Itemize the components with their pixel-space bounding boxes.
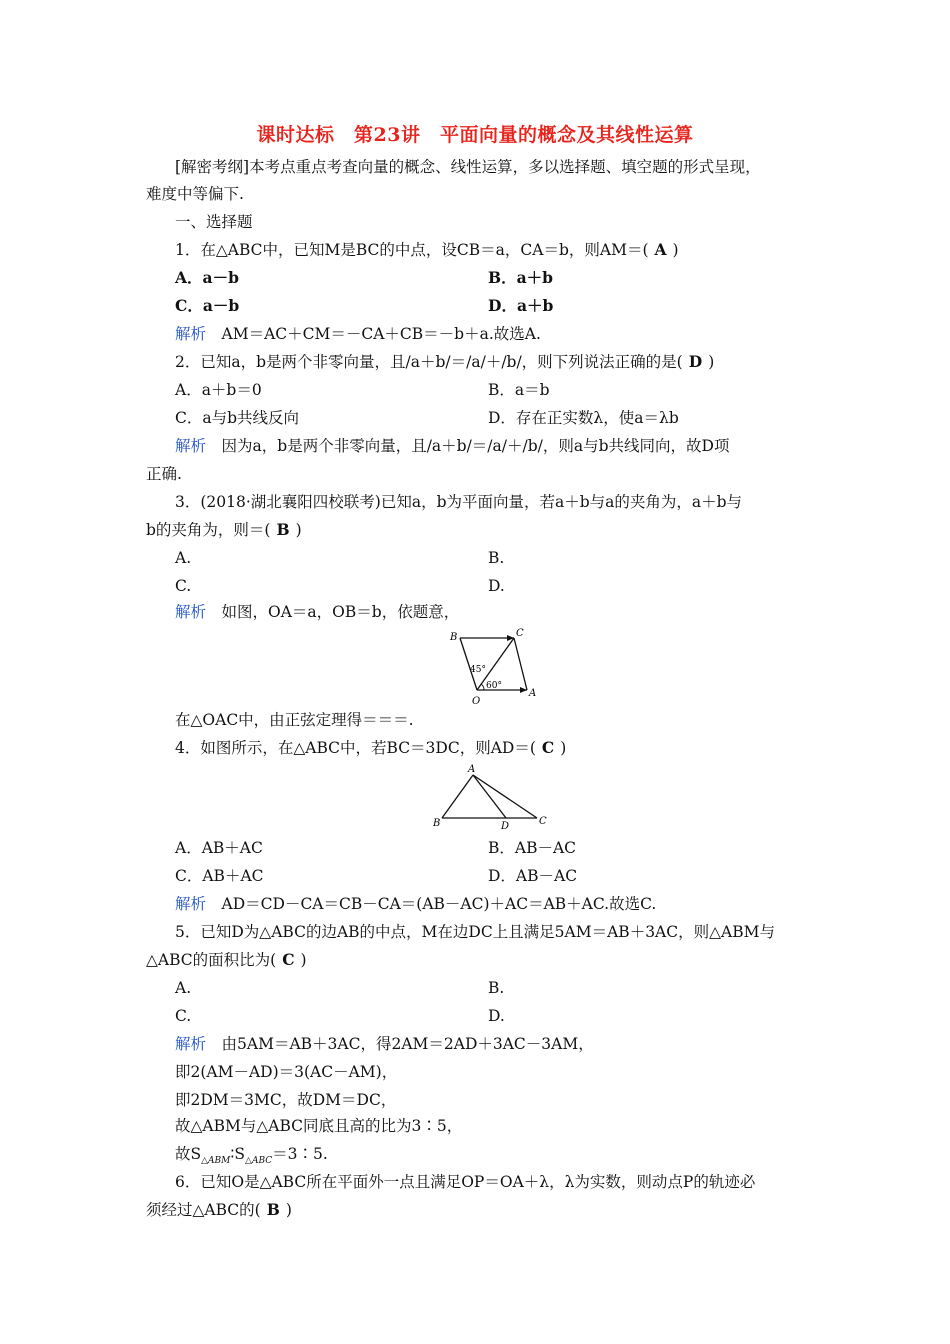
q3-option-b: B. <box>488 549 505 567</box>
q4-stem <box>175 737 566 759</box>
q4-option-d: D．AB－AC <box>488 867 578 885</box>
q3-answer: B <box>276 520 290 539</box>
q5-ratio-sub-2: △ABC <box>245 1156 273 1167</box>
q2-stem <box>175 351 714 373</box>
q1-option-a: A．a－b <box>175 268 239 287</box>
q3-close: ) <box>295 521 302 539</box>
q5-stem-2 <box>146 949 307 971</box>
q1-solution <box>175 323 541 345</box>
fig4-label-b: B <box>433 818 441 829</box>
q6-close: ) <box>285 1201 292 1219</box>
q4-stem-text: 4．如图所示，在△ABC中，若BC＝3DC，则AD＝( <box>175 739 536 757</box>
q2-option-c: C．a与b共线反向 <box>175 409 300 427</box>
fig4-edge-ab <box>442 775 473 818</box>
q5-close: ) <box>300 951 307 969</box>
q6-stem-2 <box>146 1199 292 1221</box>
section-heading: 一、选择题 <box>175 213 253 231</box>
q4-answer: C <box>541 738 555 757</box>
q1-answer: A <box>654 240 667 259</box>
q5-solution-text-3: 即2DM＝3MC，故DM＝DC， <box>175 1091 397 1109</box>
q5-option-b: B. <box>488 979 505 997</box>
fig4-edge-ad <box>473 775 506 818</box>
q1-close: ) <box>672 241 679 259</box>
q1-stem <box>175 239 679 261</box>
q2-answer: D <box>688 352 703 371</box>
q4-solution-text: AD＝CD－CA＝CB－CA＝(AB－AC)＋AC＝AB＋AC.故选C. <box>221 895 657 913</box>
q2-option-d: D．存在正实数λ，使a＝λb <box>488 409 679 427</box>
q5-ratio-pre: 故S <box>175 1145 202 1163</box>
q2-solution-label: 解析 <box>175 437 207 455</box>
q4-option-c: C．AB＋AC <box>175 867 264 885</box>
q3-solution-text-2: 在△OAC中，由正弦定理得＝＝＝. <box>175 711 414 729</box>
q5-option-d: D. <box>488 1007 505 1025</box>
q2-option-b: B．a＝b <box>488 381 550 399</box>
q2-close: ) <box>708 353 715 371</box>
q4-solution <box>175 893 656 915</box>
q5-solution-text-5 <box>175 1143 328 1172</box>
q4-option-a: A．AB＋AC <box>175 839 263 857</box>
q5-option-c: C. <box>175 1007 192 1025</box>
q3-option-d: D. <box>488 577 505 595</box>
q5-stem-1: 5．已知D为△ABC的边AB的中点，M在边DC上且满足5AM＝AB＋3AC，则△ABM与 <box>175 923 775 941</box>
q2-stem-text: 2．已知a，b是两个非零向量，且/a＋b/＝/a/＋/b/，则下列说法正确的是( <box>175 353 683 371</box>
q5-answer: C <box>282 950 295 969</box>
fig-angle-60: 60° <box>486 681 502 691</box>
q4-option-b: B．AB－AC <box>488 839 577 857</box>
fig4-label-d: D <box>501 821 510 832</box>
q3-solution-label: 解析 <box>175 603 207 621</box>
q4-close: ) <box>560 739 567 757</box>
q6-stem-text-2: 须经过△ABC的( <box>146 1201 261 1219</box>
fig-edge-ba <box>460 638 477 690</box>
q5-ratio-sub-1: △ABM <box>201 1156 231 1167</box>
fig4-label-a: A <box>468 764 476 775</box>
q6-answer: B <box>266 1200 280 1219</box>
page-title: 课时达标 第23讲 平面向量的概念及其线性运算 <box>256 124 694 146</box>
q2-solution <box>175 435 729 457</box>
q5-solution-text-2: 即2(AM－AD)＝3(AC－AM)， <box>175 1063 398 1081</box>
q1-option-d: D．a＋b <box>488 296 554 315</box>
fig4-edge-ac <box>473 775 537 818</box>
q1-option-c: C．a－b <box>175 296 240 315</box>
fig-angle-45: 45° <box>470 665 486 675</box>
q5-ratio-post: ＝3∶5. <box>272 1145 328 1163</box>
fig-label-c: C <box>516 628 524 639</box>
fig4-label-c: C <box>539 816 547 827</box>
q1-option-b: B．a＋b <box>488 268 553 287</box>
q5-option-a: A. <box>175 979 192 997</box>
q5-stem-text-2: △ABC的面积比为( <box>146 951 277 969</box>
q5-solution-text-4: 故△ABM与△ABC同底且高的比为3∶5， <box>175 1117 463 1135</box>
q6-stem-1: 6．已知O是△ABC所在平面外一点且满足OP＝OA＋λ，λ为实数，则动点P的轨迹必 <box>175 1173 756 1191</box>
intro-line-2: 难度中等偏下. <box>146 185 244 203</box>
q1-stem-text: 1．在△ABC中，已知M是BC的中点，设CB＝a，CA＝b，则AM＝( <box>175 241 649 259</box>
q2-option-a: A．a＋b＝0 <box>175 381 262 399</box>
q4-solution-label: 解析 <box>175 895 207 913</box>
fig-edge-ca <box>514 638 527 690</box>
q3-parallelogram-figure <box>444 626 544 708</box>
fig-label-b: B <box>450 632 458 643</box>
q1-solution-text: AM＝AC＋CM＝－CA＋CB＝－b＋a.故选A. <box>221 325 541 343</box>
q1-solution-label: 解析 <box>175 325 207 343</box>
q3-stem-2 <box>146 519 302 541</box>
q4-triangle-figure <box>430 762 554 832</box>
fig-label-o: O <box>472 696 481 707</box>
q3-option-a: A. <box>175 549 192 567</box>
q5-solution <box>175 1033 594 1055</box>
fig-angle-arc <box>481 684 484 690</box>
q3-option-c: C. <box>175 577 192 595</box>
q5-solution-text-1: 由5AM＝AB＋3AC，得2AM＝2AD＋3AC－3AM， <box>221 1035 594 1053</box>
q3-solution <box>175 601 459 623</box>
fig-label-a: A <box>529 688 537 699</box>
q3-solution-text-1: 如图，OA＝a，OB＝b，依题意， <box>221 603 460 621</box>
q2-solution-text-1: 因为a，b是两个非零向量，且/a＋b/＝/a/＋/b/，则a与b共线同向，故D项 <box>221 437 730 455</box>
q3-stem-1: 3．(2018·湖北襄阳四校联考)已知a，b为平面向量，若a＋b与a的夹角为，a＋b与 <box>175 493 743 511</box>
q2-solution-text-2: 正确. <box>146 465 182 483</box>
q3-stem-text-2: b的夹角为，则＝( <box>146 521 271 539</box>
q5-solution-label: 解析 <box>175 1035 207 1053</box>
q5-ratio-mid: ∶S <box>230 1145 246 1163</box>
intro-line-1: [解密考纲]本考点重点考查向量的概念、线性运算，多以选择题、填空题的形式呈现， <box>175 158 761 176</box>
